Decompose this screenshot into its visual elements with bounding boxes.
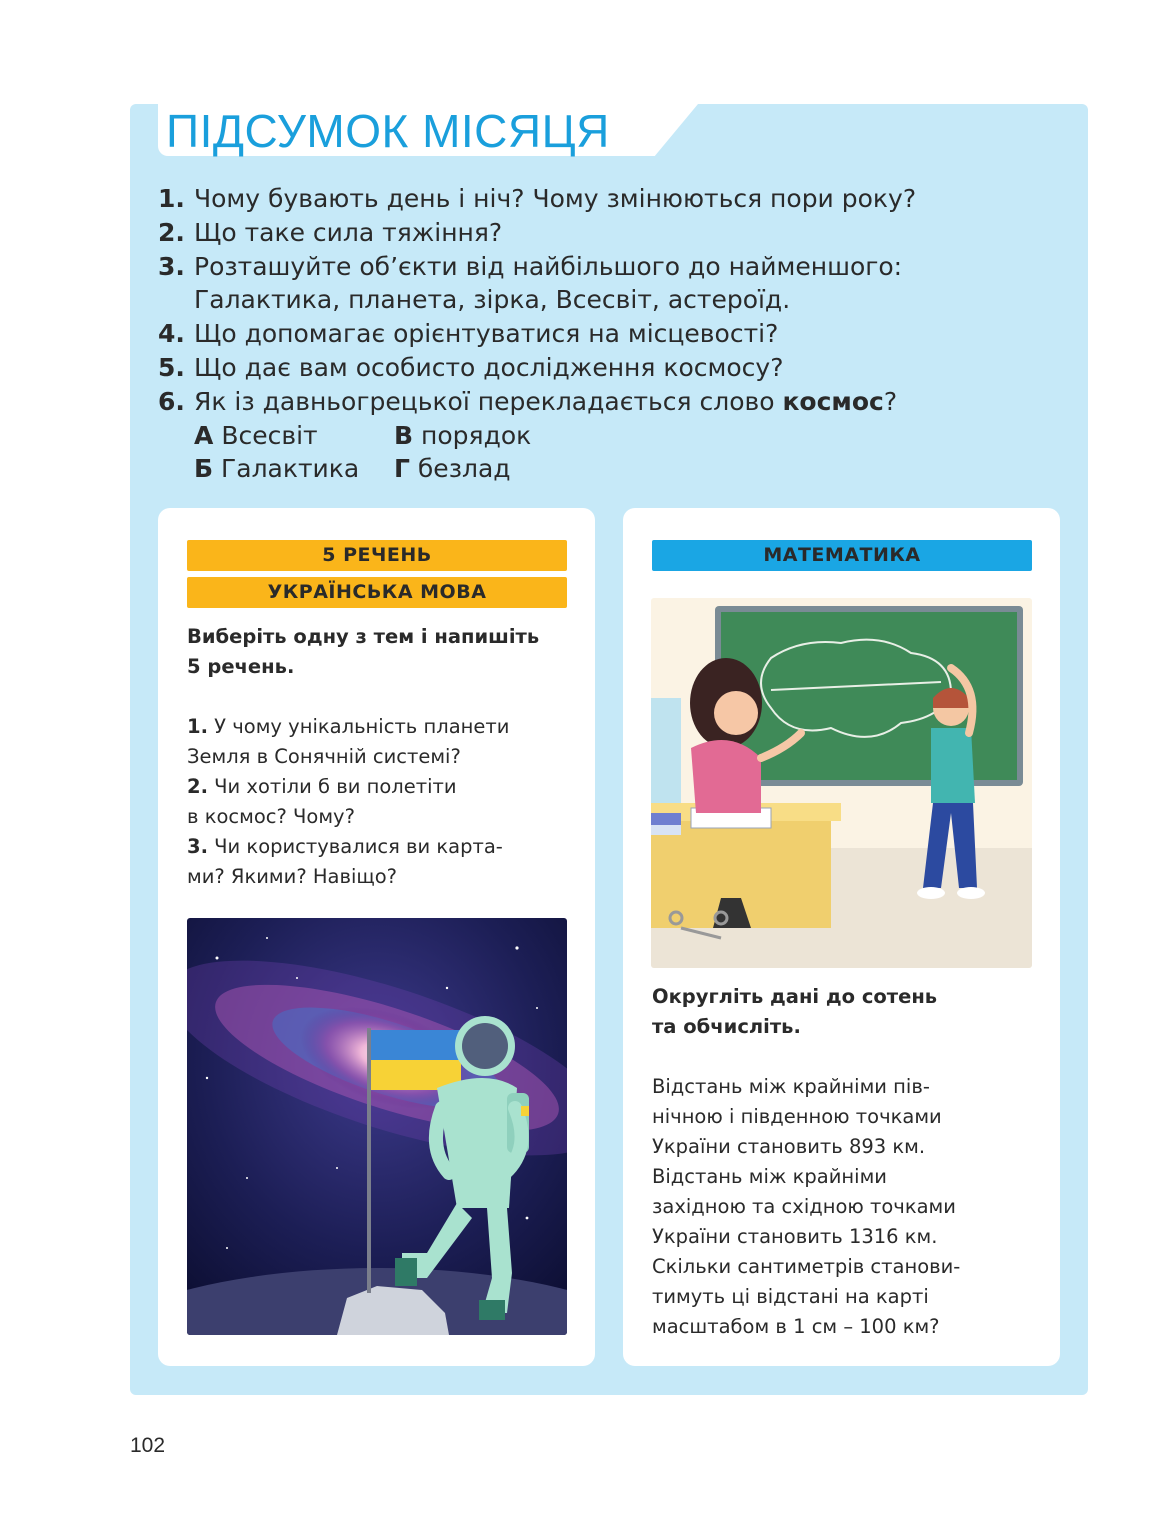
task-line: нічною і південною точками — [652, 1105, 942, 1128]
question-3-continuation: Галактика, планета, зірка, Всесвіт, астероїд. — [194, 285, 791, 315]
question-4 — [158, 317, 1058, 351]
question-number: 6. — [158, 386, 185, 416]
page-number: 102 — [130, 1434, 166, 1457]
band-math: МАТЕМАТИКА — [652, 540, 1032, 571]
question-text: Що таке сила тяжіння? — [194, 217, 503, 247]
topic-text: Чи хотіли б ви полетіти — [207, 775, 457, 798]
question-number: 1. — [158, 184, 185, 213]
answer-options — [158, 419, 1058, 487]
option-text: Всесвіт — [221, 420, 318, 450]
topic-2 — [187, 772, 587, 802]
topic-number: 2. — [187, 775, 208, 798]
question-number: 2. — [158, 217, 185, 247]
option-text: порядок — [421, 420, 532, 450]
topic-1-cont: Земля в Сонячній системі? — [187, 745, 461, 768]
option-letter: В — [394, 420, 414, 450]
topic-text: У чому унікальність планети — [207, 715, 510, 738]
intro-line: та обчисліть. — [652, 1015, 801, 1038]
question-text: Що допомагає орієнтуватися на місцевості? — [194, 319, 779, 349]
option-text: Галактика — [221, 454, 360, 484]
question-number: 5. — [158, 352, 185, 382]
teacher-map-image — [651, 598, 1032, 968]
question-1 — [158, 182, 1058, 216]
task-line: масштабом в 1 см – 100 км? — [652, 1315, 940, 1338]
question-text-part: ? — [883, 386, 898, 416]
option-letter: Б — [194, 454, 214, 484]
math-card — [623, 508, 1060, 1366]
topic-2-cont: в космос? Чому? — [187, 805, 355, 828]
question-6 — [158, 385, 1058, 419]
question-number: 4. — [158, 319, 185, 349]
question-list — [158, 182, 1058, 486]
page-title: ПІДСУМОК МІСЯЦЯ — [166, 105, 610, 157]
question-text: Що дає вам особисто дослідження космосу? — [194, 352, 784, 382]
intro-line: Виберіть одну з тем і напишіть — [187, 625, 540, 648]
option-v — [394, 419, 594, 453]
question-text: Чому бувають день і ніч? Чому змінюються пори року? — [194, 184, 917, 213]
keyword: космос — [782, 386, 884, 416]
task-line: Відстань між крайніми пів- — [652, 1075, 930, 1098]
task-line: західною та східною точками — [652, 1195, 956, 1218]
intro-line: 5 речень. — [187, 655, 295, 678]
task-line: України становить 1316 км. — [652, 1225, 938, 1248]
option-text: безлад — [417, 454, 511, 484]
ukrainian-task-text — [187, 622, 587, 892]
question-2 — [158, 216, 1058, 250]
astronaut-galaxy-image — [187, 918, 567, 1335]
option-g — [394, 452, 594, 486]
task-line: Скільки сантиметрів станови- — [652, 1255, 961, 1278]
band-5-sentences: 5 РЕЧЕНЬ — [187, 540, 567, 571]
question-text: Розташуйте об’єкти від найбільшого до найменшого: — [194, 251, 903, 281]
question-text — [194, 385, 897, 419]
ukrainian-card — [158, 508, 595, 1366]
question-number: 3. — [158, 251, 185, 281]
astronaut-illustration — [187, 918, 567, 1335]
math-task-text — [652, 982, 1052, 1342]
task-line: України становить 893 км. — [652, 1135, 926, 1158]
question-text-part: Як із давньогрецької перекладається слово — [194, 386, 783, 416]
topic-3-cont: ми? Якими? Навіщо? — [187, 865, 398, 888]
intro-line: Округліть дані до сотень — [652, 985, 938, 1008]
classroom-illustration — [651, 598, 1032, 968]
topic-number: 1. — [187, 715, 208, 738]
topic-text: Чи користувалися ви карта- — [207, 835, 503, 858]
question-5 — [158, 351, 1058, 385]
question-3 — [158, 250, 1058, 284]
topic-1 — [187, 712, 587, 742]
option-letter: Г — [394, 454, 410, 484]
option-b — [194, 452, 394, 486]
task-line: Відстань між крайніми — [652, 1165, 887, 1188]
band-ukrainian: УКРАЇНСЬКА МОВА — [187, 577, 567, 608]
option-letter: А — [194, 420, 214, 450]
task-line: тимуть ці відстані на карті — [652, 1285, 929, 1308]
option-a — [194, 419, 394, 453]
topic-3 — [187, 832, 587, 862]
topic-number: 3. — [187, 835, 208, 858]
